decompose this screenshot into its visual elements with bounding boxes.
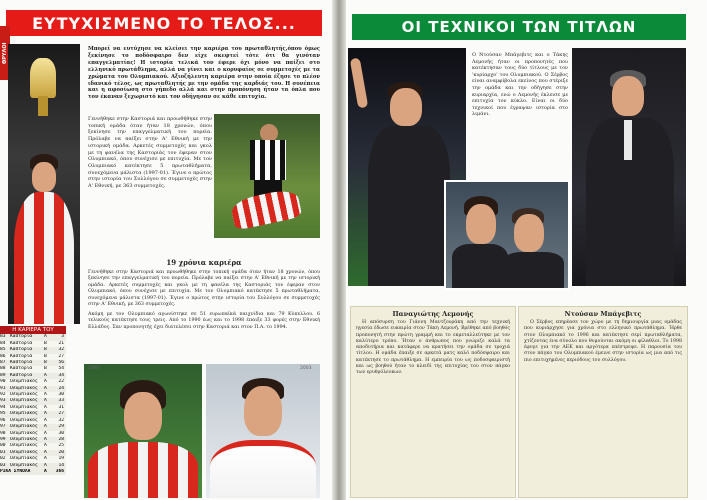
career-table (0, 326, 66, 475)
career-cell-apps: 3 (61, 334, 64, 340)
career-table-body (0, 334, 66, 469)
career-cell-div: Α (44, 436, 47, 442)
career-cell-season: 83 (0, 334, 6, 340)
career-cell-season: 91 (0, 385, 6, 391)
career-cell-team: Ολυμπιακός (10, 430, 38, 436)
career-cell-apps: 19 (58, 456, 64, 462)
intro-paragraph: Μπορεί να ευτύχησε να κλείσει την καριέρα του πρωταθλητής,όπου όμως ξεκίνησε το ποδόσφαιρο δεν είχε σκεφτεί τότε ότι θα γινόταν επαγγελματίας! Η ιστορία τελικά τον έφερε όχι μόνο να παίξει στο ελληνικό πρωτάθλημα, αλλά να γίνει και ο κορυφαίος σε συμμετοχές με τα χρώματα του Ολυμπιακού. Αξιοζήλευτη καριέρα στην οποία έζησε το πλέον ιδανικό τέλος, ως πρωταθλητής με την ομάδα της καρδιάς του. Η συνέπεια και η αφοσίωση στο γήπεδο αλλά και στην προπόνηση ήταν τα όπλα που τον έκαναν ξεχωριστό και τον οδήγησαν σε κάθε επιτυχία. (88, 46, 320, 101)
lemonis-bio-box (350, 306, 516, 498)
career-cell-season: 84 (0, 340, 6, 346)
career-cell-team: Καστοριά (10, 347, 33, 353)
career-cell-div: Α (44, 443, 47, 449)
striped-jersey-opponent (250, 140, 286, 180)
career-cell-team: Καστοριά (10, 360, 33, 366)
career-table-title: Η ΚΑΡΙΕΡΑ ΤΟΥ (0, 326, 66, 334)
career-cell-team: Ολυμπιακός (10, 456, 38, 462)
career-paragraph-1: Γεννήθηκε στην Καστοριά και προωθήθηκε στην τοπική ομάδα όταν ήταν 18 χρονών, όπου ξεκίνησε την επαγγελματική του πορεία. Πρόλαβε να παίξει στην Α' Εθνική με την ιστορική ομάδα. Αρκετές συμμετοχές και γκολ με τη φανέλα της Καστοριάς τον έφεραν στον Ολυμπιακό, όπου συνέχισε με επιτυχία. Με τον Ολυμπιακό κατέκτησε 5 πρωταθλήματα, συνεχόμενα μάλιστα (1997-01). Έγινε ο πρώτος στην ιστορία του Συλλόγου σε συμμετοχές στην Α' Εθνική, με 363 συμμετοχές. (88, 116, 212, 190)
career-cell-season: 02 (0, 456, 6, 462)
two-coaches-inset-photo (444, 180, 570, 290)
career-cell-season: 93 (0, 398, 6, 404)
career-cell-apps: 30 (58, 392, 64, 398)
white-jersey (210, 440, 316, 498)
photo-year-right: 2003 (300, 366, 312, 371)
right-page (346, 0, 707, 500)
career-cell-season: 90 (0, 379, 6, 385)
career-cell-div: Α (44, 392, 47, 398)
career-cell-apps: 14 (58, 462, 64, 468)
right-intro-paragraph: Ο Ντούσαν Μπάγεβιτς και ο Τάκης Λεμονής ήταν οι προπονητές που κατέκτησαν τους δύο τίτλους με τον 'κυρίαρχο' του Ολυμπιακού. Ο Σέρβος είναι αναμφίβολα εκείνος που στέριξε την ομάδα και την οδήγησε στην κυριαρχία, ενώ ο Λεμονής έκλεισε με επιτυχία τον κύκλο. Είναι οι δύο τεχνικοί που έγραψαν ιστορία στο λιμάνι. (472, 52, 568, 118)
career-cell-apps: 31 (58, 404, 64, 410)
career-cell-div: Α (44, 456, 47, 462)
career-cell-season: 97 (0, 424, 6, 430)
career-cell-apps: 54 (58, 366, 64, 372)
career-cell-div: Β (44, 360, 47, 366)
career-cell-team: Καστοριά (10, 366, 33, 372)
career-cell-team: Ολυμπιακός (10, 443, 38, 449)
career-cell-div: Α (44, 430, 47, 436)
career-cell-team: Ολυμπιακός (10, 424, 38, 430)
career-cell-div: Α (44, 379, 47, 385)
career-cell-team: Ολυμπιακός (10, 392, 38, 398)
career-cell-season: 92 (0, 392, 6, 398)
career-cell-season: 01 (0, 449, 6, 455)
career-cell-team: Ολυμπιακός (10, 404, 38, 410)
career-cell-div: Α (44, 449, 47, 455)
career-cell-season: 99 (0, 436, 6, 442)
career-cell-team: Ολυμπιακός (10, 379, 38, 385)
career-cell-div: Β (44, 347, 47, 353)
career-cell-div: Α (44, 334, 47, 340)
sliding-player (230, 187, 303, 230)
career-cell-team: Ολυμπιακός (10, 462, 38, 468)
career-cell-apps: 56 (58, 360, 64, 366)
career-cell-apps: 32 (58, 347, 64, 353)
career-cell-season: 00 (0, 443, 6, 449)
career-cell-team: Ολυμπιακός (10, 436, 38, 442)
section-tab: ΘΡΥΛΟΙ (0, 26, 10, 80)
career-cell-apps: 25 (58, 443, 64, 449)
career-cell-apps: 32 (58, 417, 64, 423)
career-cell-div: Α (44, 417, 47, 423)
career-paragraph-3: Ακόμη με τον Ολυμπιακό αγωνίστηκε σε 51 ευρωπαϊκά παιχνίδια και 79 Κύπελλου. 6 τελικούς κατέκτησε τους τρεις. Από το 1990 έως και το 1998 έπαιξε 33 φορές στην Εθνική Ελλάδος. Σαν προπονητής έχει διατελέσει στην Καστοριά και στον Π.Α. το 1994. (88, 312, 320, 330)
career-cell-team: Ολυμπιακός (10, 411, 38, 417)
career-cell-div: Β (44, 353, 47, 359)
career-cell-team: Καστοριά (10, 340, 33, 346)
career-cell-team: Καστοριά (10, 334, 33, 340)
trophy-icon (30, 58, 56, 98)
career-cell-apps: 34 (58, 372, 64, 378)
career-cell-apps: 29 (58, 424, 64, 430)
lemonis-bio-title: Παναγιώτης Λεμονής (392, 310, 474, 318)
career-cell-team: Ολυμπιακός (10, 449, 38, 455)
career-cell-div: Α (44, 385, 47, 391)
career-cell-div: Α (44, 411, 47, 417)
career-cell-team: Καστοριά (10, 353, 33, 359)
career-cell-div: Β (44, 366, 47, 372)
career-cell-apps: 27 (58, 411, 64, 417)
career-cell-apps: 21 (58, 340, 64, 346)
portrait-2003 (206, 364, 320, 498)
career-cell-apps: 20 (58, 449, 64, 455)
career-cell-season: 86 (0, 353, 6, 359)
lemonis-bio-text: Η απόσυρση του Γιάννη Μαντζουράκη από την τεχνική ηγεσία έδωσε ευκαιρία στον Τάκη Λεμονή. Βρέθηκε από βοηθός προπονητή στην πρώτη γραμμή και το εκμεταλλεύτηκε με τον καλύτερο τρόπο. Ήταν ο άνθρωπος που γνώριζε καλά τα αποδυτήρια και κατάφερε να κρατήσει την ομάδα σε τροχιά τίτλου. Η ομάδα έπαιξε σε αρκετά ματς καλό ποδόσφαιρο και κατέκτησε το πρωτάθλημα. Η εμπειρία του ως ποδοσφαιριστή και ως βοηθού ήταν το κλειδί της επιτυχίας του στον πάγκο των ερυθρόλευκων. (356, 320, 510, 376)
career-cell-apps: 30 (58, 430, 64, 436)
career-cell-team: Ολυμπιακός (10, 398, 38, 404)
left-page-title: ΕΥΤΥΧΙΣΜΕΝΟ ΤΟ ΤΕΛΟΣ... (6, 10, 322, 36)
career-cell-season: 03 (0, 462, 6, 468)
career-cell-season: 94 (0, 404, 6, 410)
career-cell-apps: 24 (58, 385, 64, 391)
match-action-photo (214, 114, 320, 238)
career-cell-div: Α (44, 404, 47, 410)
career-cell-season: 89 (0, 372, 6, 378)
career-cell-apps: 27 (58, 353, 64, 359)
career-cell-div: Α (44, 372, 47, 378)
left-page (0, 0, 336, 500)
player-trophy-photo (8, 44, 80, 324)
portrait-1990 (84, 364, 202, 498)
career-cell-apps: 33 (58, 398, 64, 404)
right-page-title: ΟΙ ΤΕΧΝΙΚΟΙ ΤΩΝ ΤΙΤΛΩΝ (352, 14, 686, 40)
striped-jersey (88, 442, 198, 498)
career-cell-div: Α (44, 462, 47, 468)
career-cell-season: 87 (0, 360, 6, 366)
career-cell-div: Α (44, 424, 47, 430)
career-cell-season: 95 (0, 411, 6, 417)
photo-year-left: 1990 (88, 366, 100, 371)
career-table-total: ΡΙΚΑ ΣΥΝΟΛΑ Α 366 (0, 468, 64, 474)
career-cell-team: Καστοριά (10, 372, 33, 378)
career-cell-season: 88 (0, 366, 6, 372)
page-gutter (332, 0, 346, 500)
career-cell-team: Ολυμπιακός (10, 417, 38, 423)
coach-suit (368, 126, 450, 286)
career-cell-apps: 28 (58, 436, 64, 442)
bajevic-bio-text: Ο Σέρβος επηρέασε τον χώρο με τη δημιουργία μιας ομάδας που κυριάρχησε για χρόνια στο ελληνικό πρωτάθλημα. Ήρθε στον Ολυμπιακό το 1996 και κατέκτησε σερί πρωταθλήματα, χτίζοντας ένα σύνολο που θυμούνται ακόμη οι φίλαθλοι. Το 1998 έφυγε για την ΑΕΚ και αργότερα επέστρεψε. Η παρουσία του στον πάγκο του Ολυμπιακού έμεινε στην ιστορία ως μια από τις πιο επιτυχημένες περιόδους του συλλόγου. (524, 320, 682, 363)
career-cell-apps: 22 (58, 379, 64, 385)
career-paragraph-2: Γεννήθηκε στην Καστοριά και προωθήθηκε στην τοπική ομάδα όταν ήταν 18 χρονών, όπου ξεκίνησε την επαγγελματική του πορεία. Πρόλαβε να παίξει στην Α' Εθνική με την ιστορική ομάδα. Αρκετές συμμετοχές και γκολ με τη φανέλα της Καστοριάς τον έφεραν στον Ολυμπιακό, όπου συνέχισε με επιτυχία. Με τον Ολυμπιακό κατέκτησε 5 πρωταθλήματα, συνεχόμενα μάλιστα (1997-01). Έγινε ο πρώτος στην ιστορία του Συλλόγου σε συμμετοχές στην Α' Εθνική, με 363 συμμετοχές. (88, 270, 320, 308)
career-cell-season: 98 (0, 430, 6, 436)
striped-jersey (14, 192, 74, 324)
career-cell-div: Α (44, 398, 47, 404)
career-cell-div: Β (44, 340, 47, 346)
bajevic-bio-box (518, 306, 688, 498)
career-cell-season: 96 (0, 417, 6, 423)
coach-portrait-photo (572, 48, 686, 286)
career-cell-team: Ολυμπιακός (10, 385, 38, 391)
bajevic-bio-title: Ντούσαν Μπάγεβιτς (564, 310, 642, 318)
career-cell-season: 85 (0, 347, 6, 353)
career-heading: 19 χρόνια καριέρα (166, 258, 242, 267)
